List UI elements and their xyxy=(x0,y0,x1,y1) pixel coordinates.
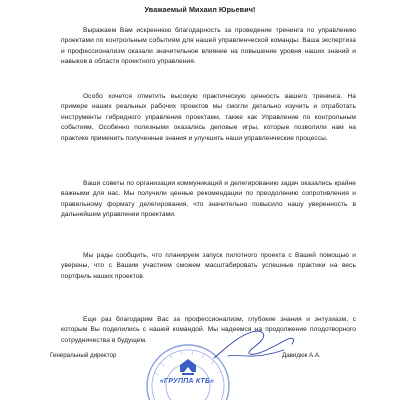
letter-paragraph-5: Еще раз благодарим Вас за профессионализм, глубокие знания и энтузиазм, с которым Вы поделились с нашей командой. Мы надеемся на продолжение плодотворного сотрудничества в будущем. xyxy=(61,316,356,344)
letter-paragraph-2: Особо хочется отметить высокую практическую ценность вашего тренинга. На примере наших реальных рабочих проектов мы смогли детально изучить и отработать инструменты гибридного управления проектами, также как Управление по контрольным событиям. Особенно полезными оказались деловые игры, которые позволили нам на практике применить полученные знания и улучшить наши управленческие процессы. xyxy=(61,93,356,142)
signatory-name: Давидюк А.А. xyxy=(282,352,321,359)
letter-paragraph-4: Мы рады сообщить, что планируем запуск пилотного проекта с Вашей помощью и уверены, что с Вашим участием сможем масштабировать успешные практики на весь портфель наших проектов. xyxy=(61,252,356,280)
letter-paragraph-1: Выражаем Вам искреннюю благодарность за проведение тренинга по управлению проектами по контрольным событиям для нашей управленческой команды. Ваша экспертиза и профессионализм оказали значительное влияние на повышение уровня наших знаний и навыков в области проектного управления. xyxy=(61,27,356,66)
signatory-title: Генеральный директор xyxy=(50,352,117,359)
ktb-logo-icon xyxy=(180,359,196,375)
letter-paragraph-3: Ваши советы по организации коммуникаций и делегированию задач оказались крайне важными для нас. Мы получили ценные рекомендации по преодолению сопротивления и правильному формату делегирования, что значительно повысило нашу уверенность в дальнейшем управлении проектами. xyxy=(61,180,356,219)
handwritten-signature xyxy=(208,318,298,368)
letter-greeting: Уважаемый Михаил Юрьевич! xyxy=(144,5,256,14)
stamp-logo-text: «ГРУППА КТБ» xyxy=(159,378,215,385)
